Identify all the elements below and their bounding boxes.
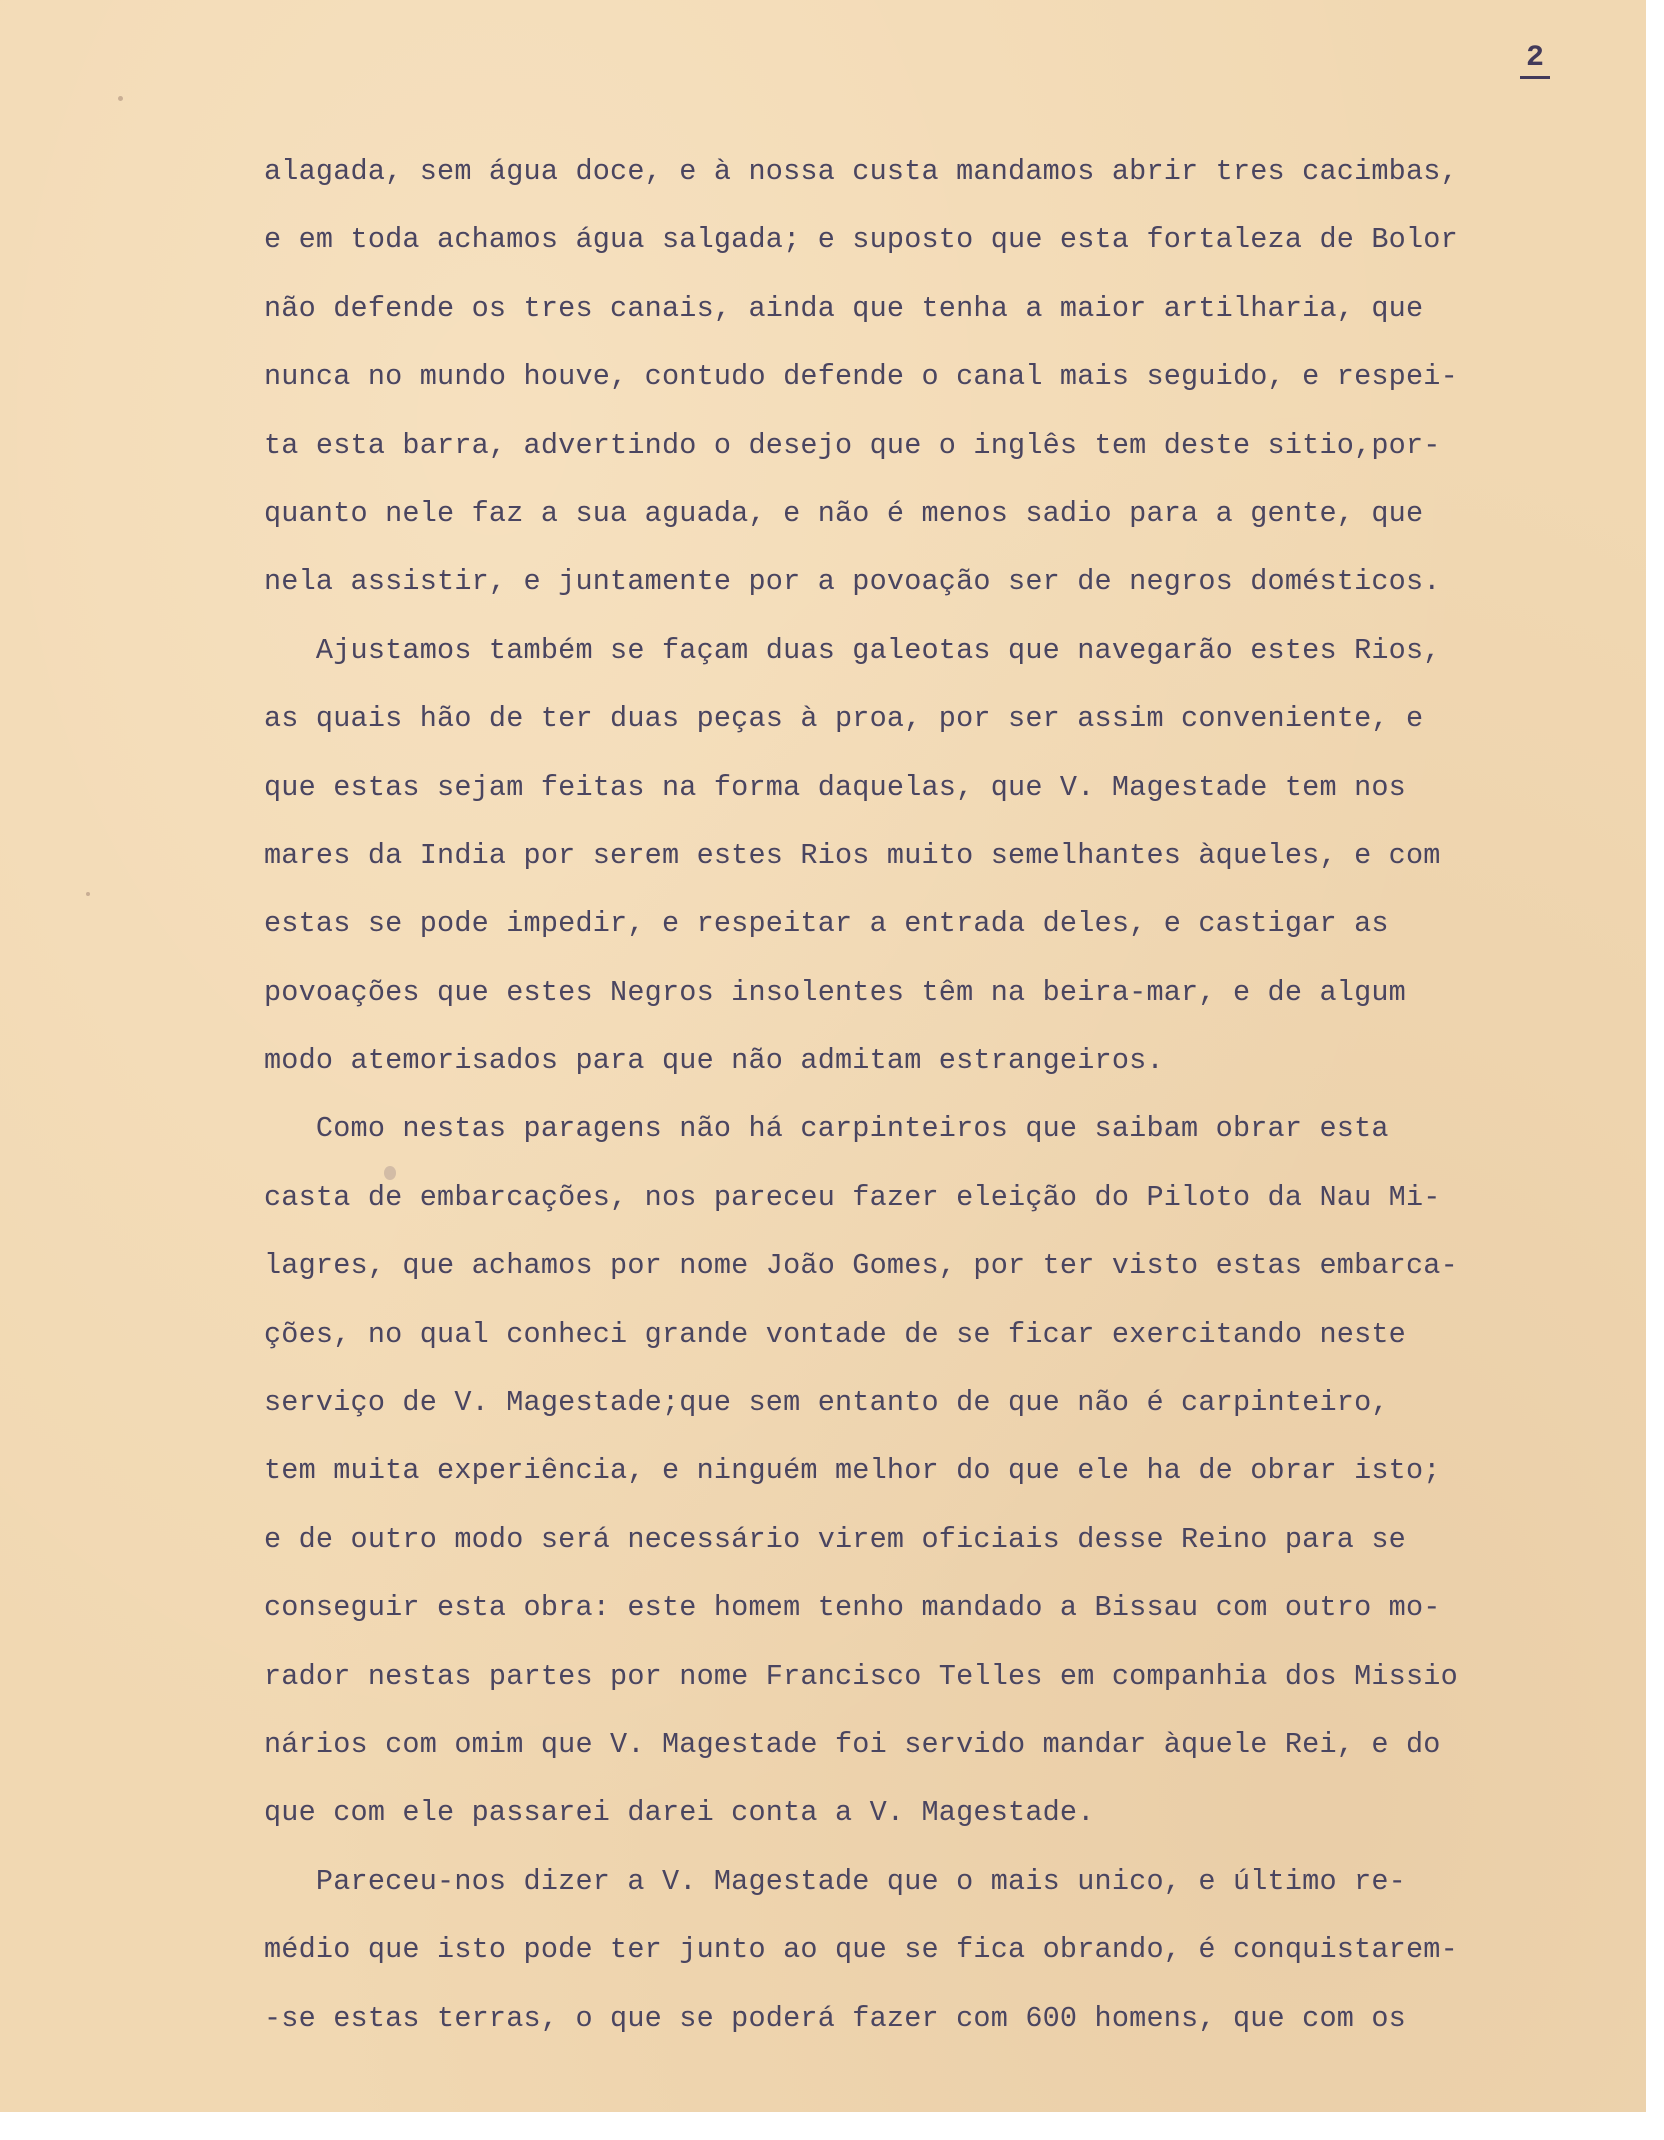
text-line: Como nestas paragens não há carpinteiros que saibam obrar esta	[264, 1112, 1389, 1146]
text-line: serviço de V. Magestade;que sem entanto de que não é carpinteiro,	[264, 1386, 1389, 1420]
text-line: quanto nele faz a sua aguada, e não é menos sadio para a gente, que	[264, 496, 1424, 530]
paper-speck	[118, 96, 123, 101]
text-line: ções, no qual conheci grande vontade de se ficar exercitando neste	[264, 1317, 1406, 1351]
text-line: as quais hão de ter duas peças à proa, por ser assim conveniente, e	[264, 702, 1424, 736]
text-line: que estas sejam feitas na forma daquelas, que V. Magestade tem nos	[264, 770, 1406, 804]
text-line: e em toda achamos água salgada; e suposto que esta fortaleza de Bolor	[264, 223, 1458, 257]
text-line: e de outro modo será necessário virem oficiais desse Reino para se	[264, 1522, 1406, 1556]
text-line: médio que isto pode ter junto ao que se fica obrando, é conquistarem-	[264, 1933, 1458, 1967]
text-line: rador nestas partes por nome Francisco Telles em companhia dos Missio	[264, 1659, 1458, 1693]
text-line: nunca no mundo houve, contudo defende o canal mais seguido, e respei-	[264, 360, 1458, 394]
paper-speck	[86, 892, 90, 896]
text-line: lagres, que achamos por nome João Gomes, por ter visto estas embarca-	[264, 1249, 1458, 1283]
text-line: conseguir esta obra: este homem tenho mandado a Bissau com outro mo-	[264, 1591, 1441, 1625]
text-line: Ajustamos também se façam duas galeotas que navegarão estes Rios,	[264, 633, 1441, 667]
text-line: povoações que estes Negros insolentes têm na beira-mar, e de algum	[264, 975, 1406, 1009]
text-line: estas se pode impedir, e respeitar a entrada deles, e castigar as	[264, 907, 1389, 941]
text-line: nela assistir, e juntamente por a povoação ser de negros domésticos.	[264, 565, 1441, 599]
text-line: nários com omim que V. Magestade foi servido mandar àquele Rei, e do	[264, 1727, 1441, 1761]
text-line: casta de embarcações, nos pareceu fazer eleição do Piloto da Nau Mi-	[264, 1180, 1441, 1214]
text-line: modo atemorisados para que não admitam estrangeiros.	[264, 1044, 1164, 1078]
scan-margin-right	[1646, 0, 1664, 2140]
text-line: mares da India por serem estes Rios muito semelhantes àqueles, e com	[264, 838, 1441, 872]
text-line: tem muita experiência, e ninguém melhor do que ele ha de obrar isto;	[264, 1454, 1441, 1488]
text-line: Pareceu-nos dizer a V. Magestade que o mais unico, e último re-	[264, 1864, 1406, 1898]
text-line: não defende os tres canais, ainda que tenha a maior artilharia, que	[264, 291, 1424, 325]
text-line: -se estas terras, o que se poderá fazer com 600 homens, que com os	[264, 2001, 1406, 2035]
text-line: ta esta barra, advertindo o desejo que o inglês tem deste sitio,por-	[264, 428, 1441, 462]
page-number: 2	[1520, 40, 1550, 79]
scan-margin-bottom	[0, 2112, 1664, 2140]
body-text	[264, 138, 1644, 2053]
text-line: alagada, sem água doce, e à nossa custa mandamos abrir tres cacimbas,	[264, 155, 1458, 188]
text-line: que com ele passarei darei conta a V. Magestade.	[264, 1796, 1095, 1830]
